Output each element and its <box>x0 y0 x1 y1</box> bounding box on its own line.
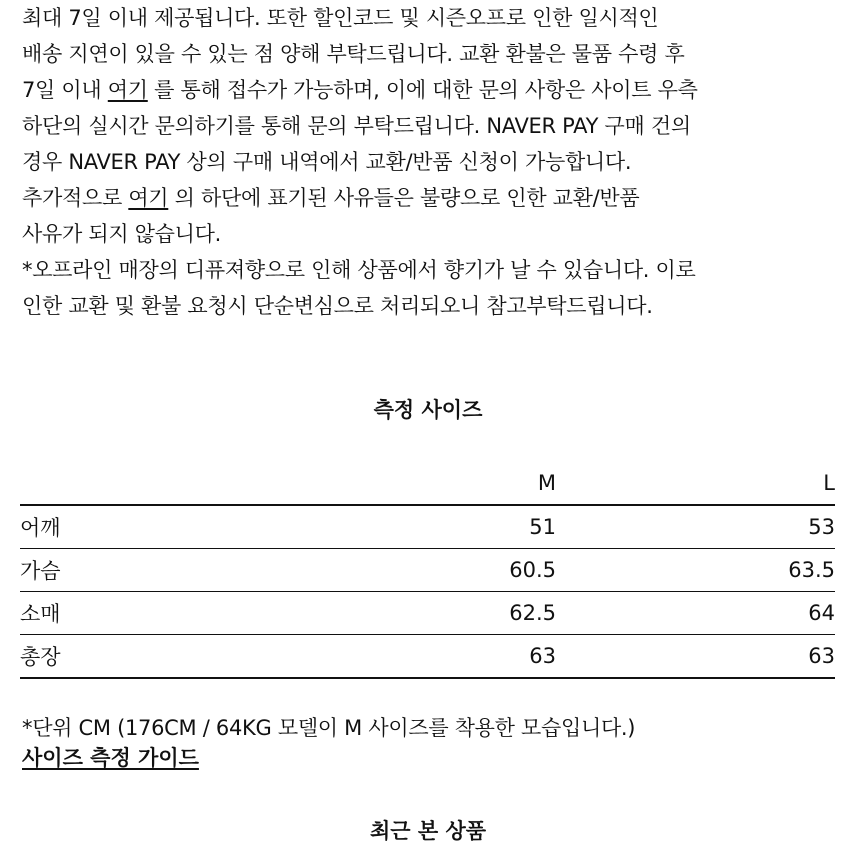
header-label-cell <box>20 462 290 505</box>
table-row <box>20 505 835 549</box>
return-policy-link[interactable]: 여기 <box>128 186 169 210</box>
size-table-header <box>20 462 835 505</box>
size-table <box>20 462 835 679</box>
notice-line: 최대 7일 이내 제공됩니다. 또한 할인코드 및 시즌오프로 인한 일시적인 <box>22 6 659 30</box>
notice-line: 인한 교환 및 환불 요청시 단순변심으로 처리되오니 참고부탁드립니다. <box>22 294 653 318</box>
row-label: 가슴 <box>20 559 61 583</box>
notice-line: 하단의 실시간 문의하기를 통해 문의 부탁드립니다. NAVER PAY 구매 건의 <box>22 114 691 138</box>
value-l: 53 <box>808 515 835 539</box>
value-l: 64 <box>808 601 835 625</box>
notice-line: 배송 지연이 있을 수 있는 점 양해 부탁드립니다. 교환 환불은 물품 수령 후 <box>22 42 685 66</box>
notice-line: 경우 NAVER PAY 상의 구매 내역에서 교환/반품 신청이 가능합니다. <box>22 150 632 174</box>
notice-line <box>22 180 842 216</box>
notice-line: 사유가 되지 않습니다. <box>22 222 221 246</box>
row-label: 소매 <box>20 602 61 626</box>
notice-text-segment: 추가적으로 <box>22 186 129 210</box>
value-m: 63 <box>529 644 556 668</box>
notice-text-segment: 의 하단에 표기된 사유들은 불량으로 인한 교환/반품 <box>168 186 640 210</box>
row-label: 총장 <box>20 645 61 669</box>
unit-note: *단위 CM (176CM / 64KG 모델이 M 사이즈를 착용한 모습입니다.) <box>22 716 636 740</box>
value-l: 63.5 <box>788 558 835 582</box>
row-label: 어깨 <box>20 516 61 540</box>
header-size-m: M <box>537 471 556 495</box>
table-row <box>20 592 835 635</box>
recent-products-title: 최근 본 상품 <box>369 819 487 843</box>
value-l: 63 <box>808 644 835 668</box>
size-section-title: 측정 사이즈 <box>373 398 483 422</box>
notice-text-segment: 7일 이내 <box>22 78 108 102</box>
size-guide-link[interactable]: 사이즈 측정 가이드 <box>22 746 199 770</box>
value-m: 62.5 <box>509 601 556 625</box>
notice-line: *오프라인 매장의 디퓨져향으로 인해 상품에서 향기가 날 수 있습니다. 이로 <box>22 258 696 282</box>
notice-text-segment: 를 통해 접수가 가능하며, 이에 대한 문의 사항은 사이트 우측 <box>147 78 698 102</box>
table-row <box>20 635 835 679</box>
return-request-link[interactable]: 여기 <box>107 78 148 102</box>
notice-text <box>22 0 842 324</box>
table-row <box>20 549 835 592</box>
notice-line <box>22 72 842 108</box>
value-m: 51 <box>529 515 556 539</box>
header-size-l: L <box>823 471 835 495</box>
value-m: 60.5 <box>509 558 556 582</box>
